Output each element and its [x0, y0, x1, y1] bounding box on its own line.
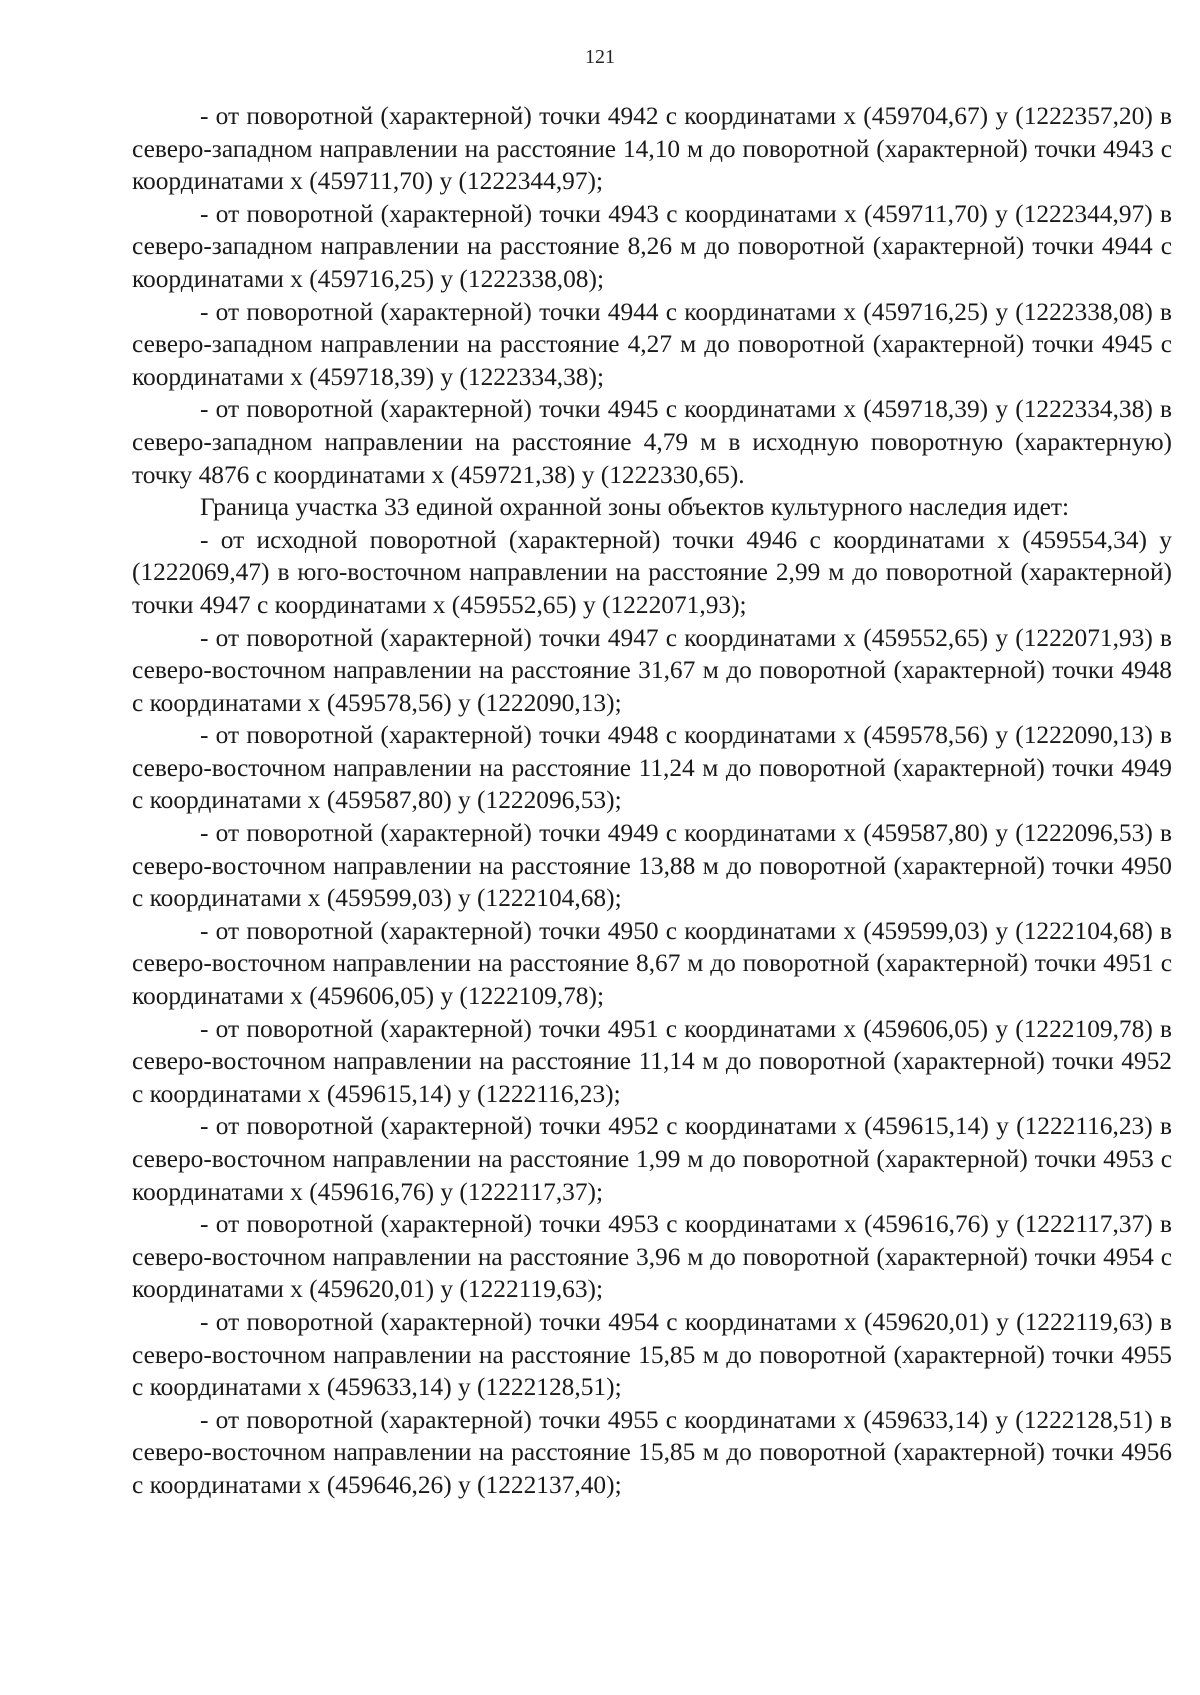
- boundary-segment-4954-4955: - от поворотной (характерной) точки 4954 с координатами x (459620,01) y (1222119,63) в северо-восточном направлении на расстояние 15,85 м до поворотной (характерной) точки 4955 с координатами x (459633,14) y (1222128,51);: [132, 1307, 1172, 1402]
- boundary-segment-4947-4948: - от поворотной (характерной) точки 4947 с координатами x (459552,65) y (1222071,93) в северо-восточном направлении на расстояние 31,67 м до поворотной (характерной) точки 4948 с координатами x (459578,56) y (1222090,13);: [132, 623, 1172, 717]
- document-body: [132, 100, 1172, 1502]
- boundary-segment-4942-4943: - от поворотной (характерной) точки 4942 с координатами x (459704,67) y (1222357,20) в северо-западном направлении на расстояние 14,10 м до поворотной (характерной) точки 4943 с координатами x (459711,70) y (1222344,97);: [132, 102, 1172, 196]
- boundary-segment-4948-4949: - от поворотной (характерной) точки 4948 с координатами x (459578,56) y (1222090,13) в северо-восточном направлении на расстояние 11,24 м до поворотной (характерной) точки 4949 с координатами x (459587,80) y (1222096,53);: [132, 721, 1172, 815]
- boundary-segment-4951-4952: - от поворотной (характерной) точки 4951 с координатами x (459606,05) y (1222109,78) в северо-восточном направлении на расстояние 11,14 м до поворотной (характерной) точки 4952 с координатами x (459615,14) y (1222116,23);: [132, 1014, 1172, 1108]
- boundary-segment-4946-4947: - от исходной поворотной (характерной) точки 4946 с координатами x (459554,34) y (1222069,47) в юго-восточном направлении на расстояние 2,99 м до поворотной (характерной) точки 4947 с координатами x (459552,65) y (1222071,93);: [132, 525, 1172, 619]
- boundary-segment-4950-4951: - от поворотной (характерной) точки 4950 с координатами x (459599,03) y (1222104,68) в северо-восточном направлении на расстояние 8,67 м до поворотной (характерной) точки 4951 с координатами x (459606,05) y (1222109,78);: [132, 916, 1172, 1011]
- boundary-segment-4955-4956: - от поворотной (характерной) точки 4955 с координатами x (459633,14) y (1222128,51) в северо-восточном направлении на расстояние 15,85 м до поворотной (характерной) точки 4956 с координатами x (459646,26) y (1222137,40);: [132, 1405, 1172, 1499]
- boundary-segment-4952-4953: - от поворотной (характерной) точки 4952 с координатами x (459615,14) y (1222116,23) в северо-восточном направлении на расстояние 1,99 м до поворотной (характерной) точки 4953 с координатами x (459616,76) y (1222117,37);: [132, 1112, 1172, 1206]
- section-heading-plot-33: Граница участка 33 единой охранной зоны объектов культурного наследия идет:: [200, 493, 1070, 522]
- boundary-segment-4943-4944: - от поворотной (характерной) точки 4943 с координатами x (459711,70) y (1222344,97) в северо-западном направлении на расстояние 8,26 м до поворотной (характерной) точки 4944 с координатами x (459716,25) y (1222338,08);: [132, 199, 1172, 293]
- boundary-segment-4953-4954: - от поворотной (характерной) точки 4953 с координатами x (459616,76) y (1222117,37) в северо-восточном направлении на расстояние 3,96 м до поворотной (характерной) точки 4954 с координатами x (459620,01) y (1222119,63);: [132, 1210, 1172, 1304]
- boundary-segment-4944-4945: - от поворотной (характерной) точки 4944 с координатами x (459716,25) y (1222338,08) в северо-западном направлении на расстояние 4,27 м до поворотной (характерной) точки 4945 с координатами x (459718,39) y (1222334,38);: [132, 297, 1172, 391]
- boundary-segment-4945-4876: - от поворотной (характерной) точки 4945 с координатами x (459718,39) y (1222334,38) в северо-западном направлении на расстояние 4,79 м в исходную поворотную (характерную) точку 4876 с координатами x (459721,38) y (1222330,65).: [132, 395, 1172, 489]
- page-number: 121: [585, 46, 615, 68]
- boundary-segment-4949-4950: - от поворотной (характерной) точки 4949 с координатами x (459587,80) y (1222096,53) в северо-восточном направлении на расстояние 13,88 м до поворотной (характерной) точки 4950 с координатами x (459599,03) y (1222104,68);: [132, 819, 1172, 913]
